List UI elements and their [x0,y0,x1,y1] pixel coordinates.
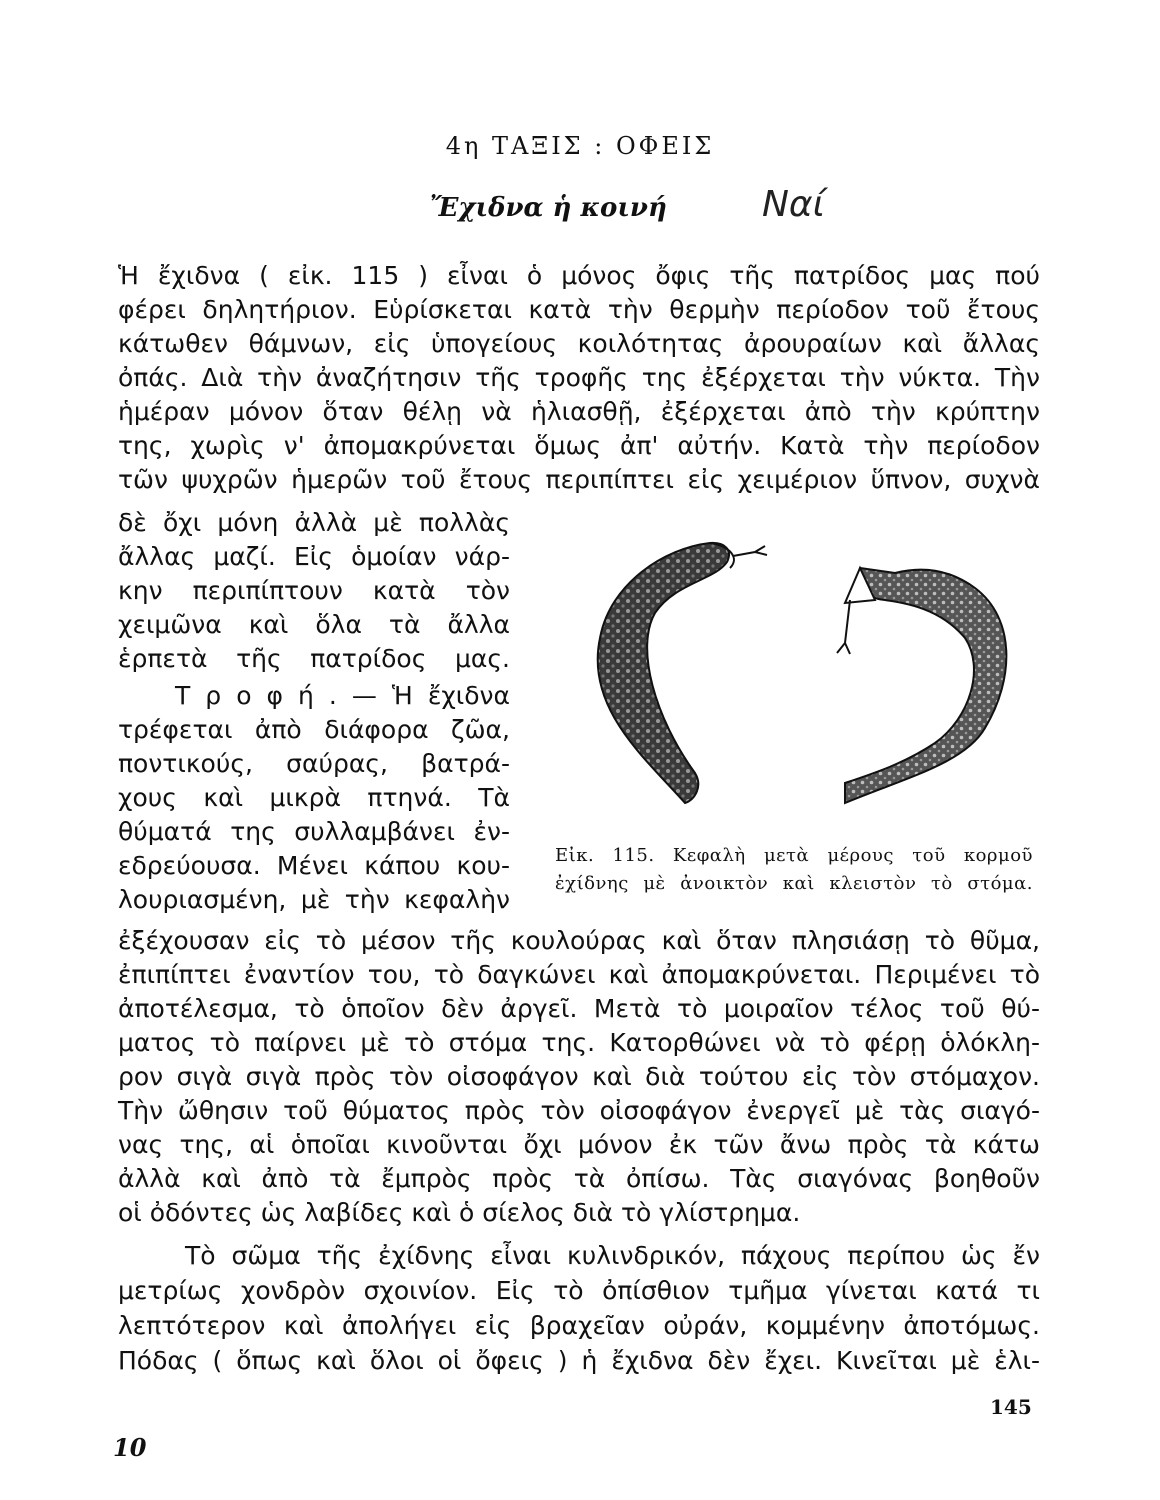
left-snake-body [598,543,729,803]
paragraph-line: ἐπιπίπτει ἐναντίον του, τὸ δαγκώνει καὶ ἀπομακρύνεται. Περιμένει τὸ [118,960,1040,989]
paragraph-line: ἡμέραν μόνον ὅταν θέλῃ νὰ ἡλιασθῇ, ἐξέρχεται ἀπὸ τὴν κρύπτην [118,397,1040,426]
paragraph-line: οἱ ὀδόντες ὡς λαβίδες καὶ ὁ σίελος διὰ τὸ γλίστρημα. [118,1198,801,1227]
paragraph-line: φέρει δηλητήριον. Εὑρίσκεται κατὰ τὴν θερμὴν περίοδον τοῦ ἔτους [118,295,1040,324]
paragraph-line: κάτωθεν θάμνων, εἰς ὑπογείους κοιλότητας ἀρουραίων καὶ ἄλλας [118,329,1040,358]
paragraph-line: θύματά της συλλαμβάνει ἐν- [118,817,510,846]
chapter-heading: 4η ΤΑΞΙΣ : ΟΦΕΙΣ [445,132,715,160]
paragraph-line: Ἡ ἔχιδνα ( εἰκ. 115 ) εἶναι ὁ μόνος ὄφις τῆς πατρίδος μας πού [118,261,1040,290]
figure-caption-line: Εἰκ. 115. Κεφαλὴ μετὰ μέρους τοῦ κορμοῦ [555,845,1033,866]
paragraph-line: λεπτότερον καὶ ἀπολήγει εἰς βραχεῖαν οὐράν, κομμένην ἀποτόμως. [118,1311,1040,1340]
right-snake-body [845,568,1006,803]
paragraph-line: τρέφεται ἀπὸ διάφορα ζῶα, [118,715,510,744]
paragraph-line: δὲ ὄχι μόνη ἀλλὰ μὲ πολλὰς [118,508,510,537]
right-snake-tongue [837,600,850,654]
paragraph-line: ἑρπετὰ τῆς πατρίδος μας. [118,644,510,673]
paragraph-line: μετρίως χονδρὸν σχοινίον. Εἰς τὸ ὀπίσθιον τμῆμα γίνεται κατά τι [118,1276,1040,1305]
figure-caption-line: ἐχίδνης μὲ ἀνοικτὸν καὶ κλειστὸν τὸ στόμα. [555,873,1033,894]
paragraph-line: χους καὶ μικρὰ πτηνά. Τὰ [118,783,510,812]
handwritten-note: Ναί [762,184,825,225]
paragraph-line: κην περιπίπτουν κατὰ τὸν [118,576,510,605]
paragraph-line: ὀπάς. Διὰ τὴν ἀναζήτησιν τῆς τροφῆς της ἐξέρχεται τὴν νύκτα. Τὴν [118,363,1040,392]
page-number: 145 [990,1395,1032,1419]
paragraph-line: ρον σιγὰ σιγὰ πρὸς τὸν οἰσοφάγον καὶ διὰ τούτου εἰς τὸν στόμαχον. [118,1062,1040,1091]
paragraph-line: Τ ρ ο φ ή . — Ἡ ἔχιδνα [175,681,510,710]
paragraph-line: Τὸ σῶμα τῆς ἐχίδνης εἶναι κυλινδρικόν, πάχους περίπου ὡς ἔν [185,1241,1040,1270]
paragraph-line: ἀποτέλεσμα, τὸ ὁποῖον δὲν ἀργεῖ. Μετὰ τὸ μοιραῖον τέλος τοῦ θύ- [118,994,1040,1023]
section-title: Ἔχιδνα ἡ κοινή [430,193,667,223]
snake-illustration [545,528,1040,833]
paragraph-line: ἄλλας μαζί. Εἰς ὁμοίαν νάρ- [118,542,510,571]
paragraph-line: Πόδας ( ὅπως καὶ ὅλοι οἱ ὄφεις ) ἡ ἔχιδνα δὲν ἔχει. Κινεῖται μὲ ἑλι- [118,1346,1040,1375]
paragraph-line: χειμῶνα καὶ ὅλα τὰ ἄλλα [118,610,510,639]
left-snake-tongue [733,546,767,556]
paragraph-line: νας της, αἱ ὁποῖαι κινοῦνται ὄχι μόνον ἐκ τῶν ἄνω πρὸς τὰ κάτω [118,1130,1040,1159]
paragraph-line: της, χωρὶς ν' ἀπομακρύνεται ὅμως ἀπ' αὐτήν. Κατὰ τὴν περίοδον [118,431,1040,460]
paragraph-line: ἐξέχουσαν εἰς τὸ μέσον τῆς κουλούρας καὶ ὅταν πλησιάσῃ τὸ θῦμα, [118,926,1040,955]
paragraph-line: τῶν ψυχρῶν ἡμερῶν τοῦ ἔτους περιπίπτει εἰς χειμέριον ὕπνον, συχνὰ [118,465,1040,494]
paragraph-line: Τὴν ὤθησιν τοῦ θύματος πρὸς τὸν οἰσοφάγον ἐνεργεῖ μὲ τὰς σιαγό- [118,1096,1040,1125]
handwritten-page-number: 10 [113,1433,147,1462]
paragraph-line: εδρεύουσα. Μένει κάπου κου- [118,851,510,880]
paragraph-line: ματος τὸ παίρνει μὲ τὸ στόμα της. Κατορθώνει νὰ τὸ φέρῃ ὁλόκλη- [118,1028,1040,1057]
paragraph-line: ἀλλὰ καὶ ἀπὸ τὰ ἔμπρὸς πρὸς τὰ ὀπίσω. Τὰς σιαγόνας βοηθοῦν [118,1164,1040,1193]
paragraph-line: λουριασμένη, μὲ τὴν κεφαλὴν [118,885,510,914]
paragraph-line: ποντικούς, σαύρας, βατρά- [118,749,510,778]
